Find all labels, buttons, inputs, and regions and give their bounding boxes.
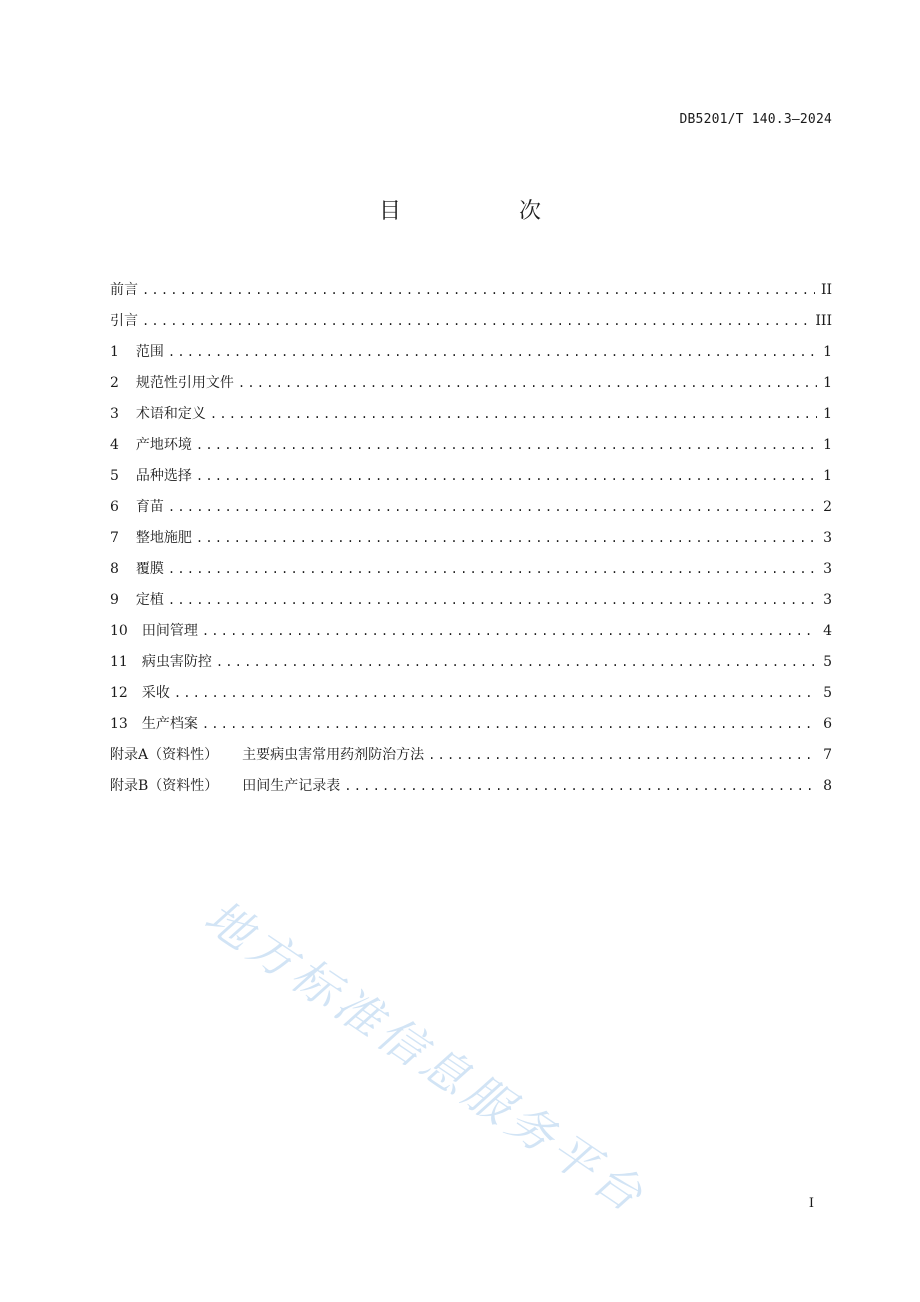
toc-entry-number: 3 <box>110 406 119 422</box>
toc-entry-label: 田间生产记录表 <box>242 778 341 794</box>
toc-entry-page: 1 <box>823 406 832 422</box>
toc-entry-number: 9 <box>110 592 119 608</box>
toc-dot-leader <box>428 744 817 766</box>
toc-entry-page: 1 <box>823 468 832 484</box>
watermark: 地方标准信息服务平台 <box>195 889 657 1225</box>
toc-entry-label: 产地环境 <box>135 437 192 453</box>
toc-entry-label: 覆膜 <box>135 561 164 577</box>
toc-entry[interactable] <box>110 713 832 744</box>
toc-entry[interactable] <box>110 744 832 775</box>
toc-dot-leader <box>202 713 817 735</box>
toc-entry-page: 1 <box>823 437 832 453</box>
toc-entry[interactable] <box>110 434 832 465</box>
toc-entry-page: 5 <box>823 654 832 670</box>
document-code: DB5201/T 140.3—2024 <box>679 112 832 127</box>
toc-dot-leader <box>202 620 817 642</box>
toc-entry[interactable] <box>110 341 832 372</box>
toc-entry-number: 8 <box>110 561 119 577</box>
toc-dot-leader <box>168 589 817 611</box>
toc-dot-leader <box>196 465 817 487</box>
toc-entry-page: 6 <box>823 716 832 732</box>
toc-entry-number: 10 <box>110 623 128 639</box>
toc-entry-page: 8 <box>823 778 832 794</box>
toc-entry-page: 5 <box>823 685 832 701</box>
toc-entry-label: 品种选择 <box>135 468 192 484</box>
toc-entry-page: 3 <box>823 530 832 546</box>
toc-entry[interactable] <box>110 310 832 341</box>
toc-entry[interactable] <box>110 527 832 558</box>
toc-dot-leader <box>168 496 817 518</box>
toc-entry-page: II <box>820 282 832 298</box>
toc-dot-leader <box>168 341 817 363</box>
toc-dot-leader <box>210 403 817 425</box>
toc-entry[interactable] <box>110 558 832 589</box>
page-number: I <box>808 1196 814 1211</box>
toc-entry[interactable] <box>110 496 832 527</box>
toc-entry-number: 4 <box>110 437 119 453</box>
toc-entry-number: 附录B（资料性） <box>110 778 219 794</box>
toc-entry-number: 12 <box>110 685 128 701</box>
toc-entry-label: 规范性引用文件 <box>135 375 234 391</box>
toc-dot-leader <box>196 434 817 456</box>
toc-dot-leader <box>142 310 809 332</box>
toc-dot-leader <box>174 682 817 704</box>
toc-entry-number: 附录A（资料性） <box>110 747 219 763</box>
toc-entry-label: 引言 <box>110 313 138 329</box>
toc-entry-number: 13 <box>110 716 128 732</box>
toc-entry[interactable] <box>110 620 832 651</box>
toc-entry-page: 7 <box>823 747 832 763</box>
toc-list <box>110 279 832 806</box>
toc-entry[interactable] <box>110 775 832 806</box>
toc-dot-leader <box>168 558 817 580</box>
toc-entry-label: 田间管理 <box>141 623 198 639</box>
toc-entry-page: 1 <box>823 375 832 391</box>
toc-dot-leader <box>344 775 817 797</box>
toc-dot-leader <box>238 372 817 394</box>
toc-entry[interactable] <box>110 651 832 682</box>
toc-entry[interactable] <box>110 682 832 713</box>
toc-entry-label: 术语和定义 <box>135 406 206 422</box>
toc-entry-number: 5 <box>110 468 119 484</box>
toc-entry-page: III <box>815 313 832 329</box>
toc-entry-page: 4 <box>823 623 832 639</box>
toc-dot-leader <box>196 527 817 549</box>
toc-entry[interactable] <box>110 403 832 434</box>
toc-entry[interactable] <box>110 589 832 620</box>
toc-entry-page: 2 <box>823 499 832 515</box>
toc-dot-leader <box>216 651 817 673</box>
toc-entry-label: 育苗 <box>135 499 164 515</box>
toc-entry-page: 1 <box>823 344 832 360</box>
toc-entry[interactable] <box>110 465 832 496</box>
toc-entry-number: 11 <box>110 654 128 670</box>
toc-title: 目 次 <box>378 199 589 224</box>
toc-entry-number: 7 <box>110 530 119 546</box>
toc-entry[interactable] <box>110 372 832 403</box>
toc-entry-label: 采收 <box>141 685 170 701</box>
toc-entry-label: 整地施肥 <box>135 530 192 546</box>
toc-entry-page: 3 <box>823 561 832 577</box>
toc-entry-label: 病虫害防控 <box>141 654 212 670</box>
toc-entry-page: 3 <box>823 592 832 608</box>
toc-entry-label: 生产档案 <box>141 716 198 732</box>
toc-dot-leader <box>142 279 815 301</box>
toc-entry-label: 定植 <box>135 592 164 608</box>
toc-entry-number: 1 <box>110 344 119 360</box>
toc-entry-number: 2 <box>110 375 119 391</box>
toc-entry-label: 主要病虫害常用药剂防治方法 <box>242 747 425 763</box>
toc-entry-number: 6 <box>110 499 119 515</box>
toc-entry-label: 前言 <box>110 282 138 298</box>
toc-entry[interactable] <box>110 279 832 310</box>
toc-entry-label: 范围 <box>135 344 164 360</box>
